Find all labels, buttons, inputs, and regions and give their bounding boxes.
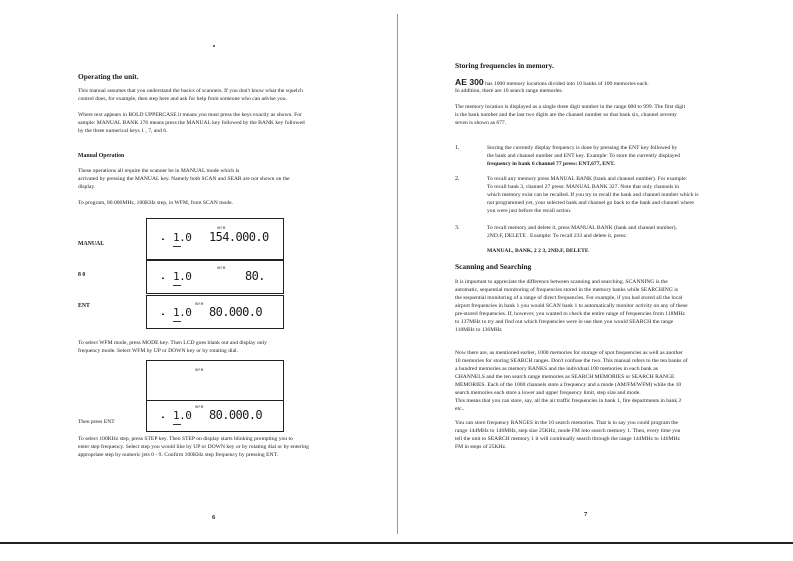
frequency-readout: 80.000.0 — [209, 305, 262, 319]
scan-para2-line-3: a hundred memories as memory BANKS and the individual 100 memories in each bank as — [455, 366, 658, 372]
bank-readout: 1.0 — [173, 409, 192, 422]
bank-readout: 1.0 — [173, 270, 192, 283]
scan-para1-line-7: 118MHz to 136MHz — [455, 327, 502, 333]
underline-mark — [173, 321, 181, 322]
intro-line-2: control does, for example, then step here and ask for help from someone who can advise you. — [78, 96, 287, 102]
step-number: 2. — [455, 176, 460, 182]
bold-rule-line-2: sample: MANUAL BANK 176 means press the MANUAL key followed by the BANK key followed — [78, 120, 305, 126]
step-1-line-3: frequency in bank 6 channel 77 press: ENT,677, ENT. — [487, 161, 615, 167]
underline-mark — [173, 424, 181, 425]
display-label-80: 8 0 — [78, 272, 86, 278]
subsection-heading: Manual Operation — [78, 153, 125, 159]
frequency-readout: 154.000.0 — [209, 230, 269, 244]
lcd-display — [146, 400, 284, 432]
scan-para2-line-6: search memories each store a lower and upper frequency limit, step size and mode. — [455, 390, 641, 396]
page-number: 6 — [212, 514, 216, 521]
wfm-text-line-2: frequency mode. Select WFM by UP or DOWN key or by rotating dial. — [78, 348, 239, 354]
scan-para3-line-1: You can store frequency RANGES in the 10 search memories. That is to say you could program the — [455, 420, 679, 426]
ae-line-1-rest: has 1000 memory locations divided into 10 banks of 100 memories each. — [483, 81, 649, 87]
frequency-readout: 80.000.0 — [209, 408, 262, 422]
lcd-display — [146, 218, 284, 260]
scan-para1-line-4: airport frequencies in bank 1 you would SCAN bank 1 to automatically monitor activity on any of these — [455, 303, 688, 309]
arrow-indicator-icon: ▲ — [161, 414, 165, 419]
mode-indicator: WFM — [217, 226, 226, 230]
mode-indicator: WFM — [217, 266, 226, 270]
bottom-border — [0, 542, 793, 544]
scan-para3-line-4: FM in steps of 25KHz. — [455, 444, 507, 450]
display-label-manual: MANUAL — [78, 241, 105, 247]
step-2-line-3: which memory exist can be recalled. If you try to recall the bank and channel number which is — [487, 192, 699, 198]
scan-para1-line-2: automatic, sequential monitoring of frequencies stored in the memory banks while SEARCHING is — [455, 287, 678, 293]
memory-text-line-1: The memory location is displayed as a single three digit number in the range 000 to 999. The first digit — [455, 104, 686, 110]
scan-para2-line-8: etc.. — [455, 406, 465, 412]
frequency-readout: 80. — [245, 269, 265, 283]
arrow-indicator-icon: ▲ — [161, 275, 165, 280]
delete-example: MANUAL, BANK, 2 2 3, 2ND.F, DELETE — [487, 248, 589, 254]
scan-para3-line-2: range 144MHz to 146MHz, step size 25KHz, mode FM into search memory 1. Then, every time you — [455, 428, 681, 434]
manual-text-line-1: These operations all require the scanner be in MANUAL mode which is — [78, 168, 240, 174]
mode-indicator: WFM — [195, 405, 204, 409]
underline-mark — [173, 285, 181, 286]
bank-readout: 1.0 — [173, 306, 192, 319]
scan-para2-line-4: CHANNELS and the ten search range memories as SEARCH MEMORIES or SEARCH RANGE — [455, 374, 675, 380]
arrow-indicator-icon: ▲ — [161, 311, 165, 316]
ae-line-2: In addition, there are 10 search range memories. — [455, 88, 563, 94]
display-label-then-press-ent: Then press ENT — [78, 419, 115, 425]
mode-indicator: WFM — [195, 368, 204, 372]
lcd-display — [146, 260, 284, 294]
book-spine — [397, 14, 398, 534]
step-3-line-1: To recall memory and delete it, press MANUAL BANK (bank and channel number), — [487, 225, 677, 231]
step-3-line-2: 2ND.F, DELETE . Example: To recall 233 and delete it, press: — [487, 233, 627, 239]
step-2-line-4: not programmed yet, your selected bank and channel go back to the bank and channel where — [487, 200, 694, 206]
section-heading: Operating the unit. — [78, 72, 139, 81]
scan-para2-line-5: MEMORIES. Each of the 1000 channels store a frequency and a mode (AM/FM/WFM) while the 10 — [455, 382, 682, 388]
step-2-line-2: To recall bank 3, channel 27 press: MANUAL BANK 327. Note that only channels in — [487, 184, 680, 190]
model-name: AE 300 — [455, 77, 484, 87]
scan-para2-line-7: This means that you can store, say, all the air traffic frequencies in bank 1, fire departments in bank 2 — [455, 398, 682, 404]
manual-text-line-2: activated by pressing the MANUAL key. Namely both SCAN and SEAR are not shown on the — [78, 176, 290, 182]
memory-text-line-3: seven is shown as 677. — [455, 120, 507, 126]
memory-text-line-2: is the bank number and the last two digits are the channel number so that bank six, channel seventy — [455, 112, 677, 118]
display-label-ent: ENT — [78, 303, 90, 309]
step-1-line-2: the bank and channel number and ENT key. Example: To store the currently displayed — [487, 153, 680, 159]
step-2-line-5: you were just before the recall action. — [487, 208, 572, 214]
arrow-indicator-icon: ▲ — [161, 236, 165, 241]
scan-speck — [213, 45, 215, 47]
bold-rule-line-1: Where text appears in BOLD UPPERCASE it means you must press the keys exactly as shown. For — [78, 112, 302, 118]
scan-para2-line-2: 10 memories for storing SEARCH ranges. Don't confuse the two. This manual refers to the ten banks of — [455, 358, 688, 364]
scan-para1-line-6: to 137MHz to try and find out which frequencies were in use then you would SEARCH the range — [455, 319, 674, 325]
step-2-line-1: To recall any memory press MANUAL BANK (bank and channel number). For example: — [487, 176, 688, 182]
bold-rule-line-3: by the three numerical keys 1 , 7, and 6. — [78, 128, 168, 134]
lcd-display — [146, 295, 284, 329]
bank-readout: 1.0 — [173, 231, 192, 244]
mode-indicator: WFM — [195, 302, 204, 306]
manual-text-line-3: display. — [78, 184, 96, 190]
intro-line-1: This manual assumes that you understand the basics of scanners. If you don't know what the squelch — [78, 88, 303, 94]
wfm-text-line-1: To select WFM mode, press MODE key. Then LCD goes blank out and display only — [78, 340, 267, 346]
lcd-display-blank — [146, 360, 284, 402]
scan-para2-line-1: Now there are, as mentioned earlier, 1000 memories for storage of spot frequencies as well as another — [455, 350, 683, 356]
step-1-line-1: Storing the currently display frequency is done by pressing the ENT key followed by — [487, 145, 678, 151]
program-line: To program, 80.000MHz, 100KHz step, in WFM, from SCAN mode. — [78, 200, 234, 206]
step-text-line-1: To select 100KHz step, press STEP key. Then STEP on display starts blinking prompting you to — [78, 436, 293, 442]
scan-para1-line-5: pre-stored frequencies. If, however, you wanted to check the entire range of frequencies from 118MHz — [455, 311, 685, 317]
section-heading: Storing frequencies in memory. — [455, 61, 554, 70]
step-text-line-3: appropriate step by numeric jets 0 - 9. Confirm 100KHz step frequency by pressing ENT. — [78, 452, 278, 458]
step-number: 1. — [455, 145, 460, 151]
step-text-line-2: enter step frequency. Select step you would like by UP or DOWN key or by rotating dial or by entering — [78, 444, 309, 450]
scan-para1-line-3: the sequential monitoring of a range of direct frequencies. For example, if you had stored all the local — [455, 295, 683, 301]
step-number: 3. — [455, 225, 460, 231]
page-number: 7 — [584, 511, 588, 518]
underline-mark — [173, 246, 181, 247]
scan-para3-line-3: tell the unit to SEARCH memory 1 it will continually search through the range 144MHz to 146MHz — [455, 436, 680, 442]
scan-para1-line-1: It is important to appreciate the difference between scanning and searching. SCANNING is the — [455, 279, 668, 285]
scan-heading: Scanning and Searching — [455, 262, 532, 271]
